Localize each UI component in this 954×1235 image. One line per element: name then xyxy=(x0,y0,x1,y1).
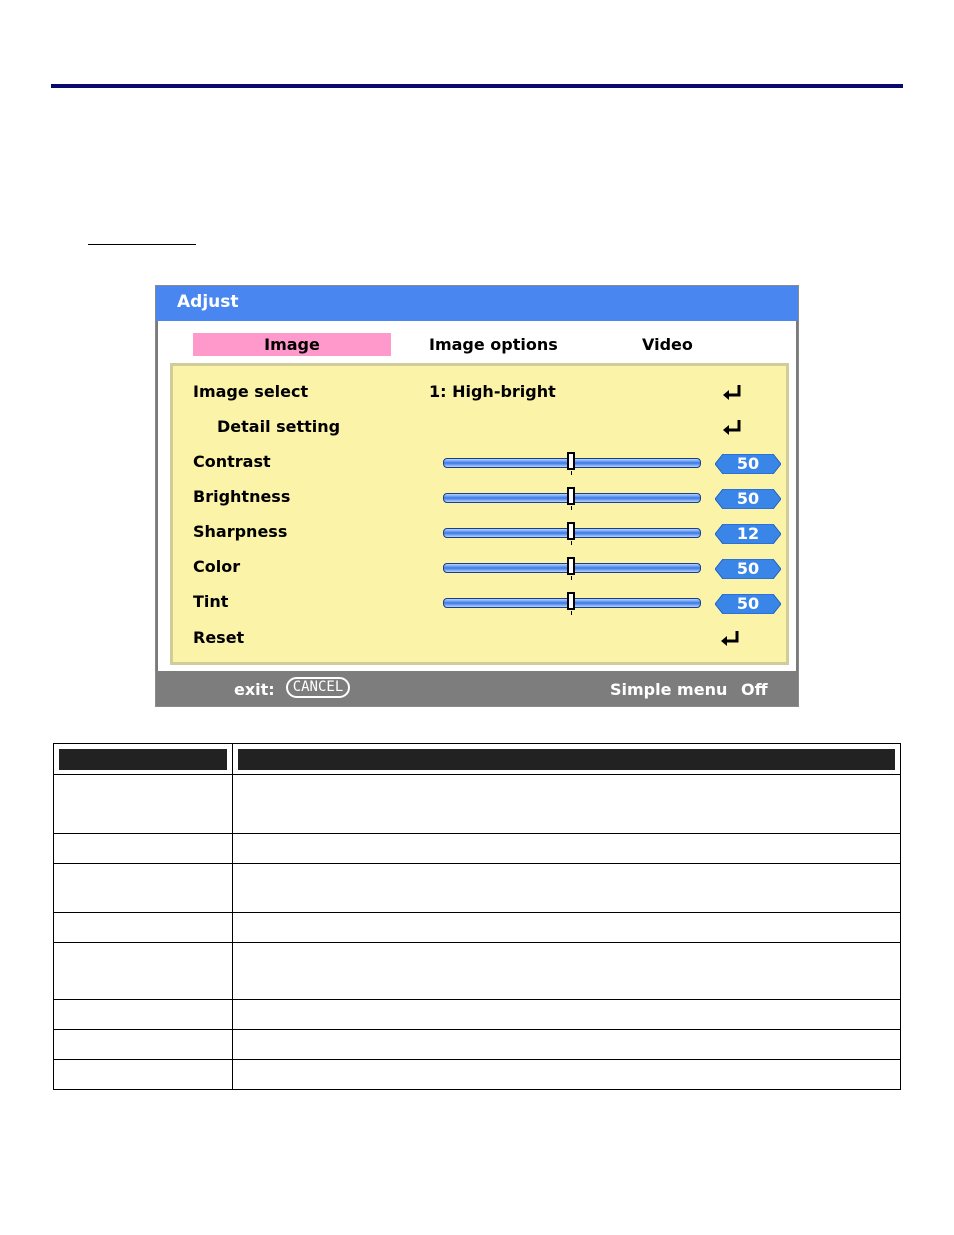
color-slider[interactable] xyxy=(443,561,701,573)
table-cell xyxy=(54,864,233,913)
tab-video[interactable]: Video xyxy=(642,335,693,354)
color-value: 50 xyxy=(736,559,760,578)
contrast-value-badge xyxy=(715,454,781,474)
table-cell xyxy=(54,1030,233,1060)
table-row xyxy=(54,1060,901,1090)
table-cell xyxy=(233,913,901,943)
table-cell xyxy=(233,775,901,834)
table-row xyxy=(54,834,901,864)
table-cell xyxy=(233,864,901,913)
tint-value-badge xyxy=(715,594,781,614)
menu-title: Adjust xyxy=(177,292,239,312)
sharpness-slider[interactable] xyxy=(443,526,701,538)
menu-frame xyxy=(156,321,798,671)
sharpness-value: 12 xyxy=(736,524,760,543)
row-label-contrast[interactable]: Contrast xyxy=(193,452,271,471)
simple-menu-value[interactable]: Off xyxy=(741,680,768,699)
menu-footer xyxy=(156,671,798,706)
table-cell xyxy=(54,1060,233,1090)
table-cell xyxy=(233,834,901,864)
table-cell xyxy=(233,1030,901,1060)
slider-tick xyxy=(571,576,572,580)
color-value-badge xyxy=(715,559,781,579)
row-label-tint[interactable]: Tint xyxy=(193,592,229,611)
adjust-menu xyxy=(155,285,799,707)
table-cell xyxy=(54,943,233,1000)
slider-thumb[interactable] xyxy=(567,522,575,540)
slider-thumb[interactable] xyxy=(567,557,575,575)
sharpness-value-badge xyxy=(715,524,781,544)
slider-tick xyxy=(571,541,572,545)
row-label-detail-setting[interactable]: Detail setting xyxy=(217,417,341,436)
tint-slider[interactable] xyxy=(443,596,701,608)
table-row xyxy=(54,943,901,1000)
adjust-panel xyxy=(170,363,789,665)
contrast-value: 50 xyxy=(736,454,760,473)
table-cell xyxy=(233,943,901,1000)
enter-arrow-icon[interactable] xyxy=(719,630,741,648)
header-bar xyxy=(238,749,895,770)
brightness-slider[interactable] xyxy=(443,491,701,503)
tint-value: 50 xyxy=(736,594,760,613)
top-rule xyxy=(51,84,903,88)
table-row xyxy=(54,864,901,913)
tab-image-options[interactable]: Image options xyxy=(429,335,558,354)
row-label-reset[interactable]: Reset xyxy=(193,628,245,647)
enter-arrow-icon[interactable] xyxy=(721,384,743,402)
simple-menu-label: Simple menu xyxy=(610,680,728,699)
table-row xyxy=(54,913,901,943)
table-cell xyxy=(233,1000,901,1030)
row-label-sharpness[interactable]: Sharpness xyxy=(193,522,288,541)
table-header-cell xyxy=(233,744,901,775)
table-cell xyxy=(54,1000,233,1030)
row-label-color[interactable]: Color xyxy=(193,557,241,576)
section-underline xyxy=(88,244,196,245)
table-header-cell xyxy=(54,744,233,775)
table-cell xyxy=(54,775,233,834)
slider-thumb[interactable] xyxy=(567,452,575,470)
table-cell xyxy=(233,1060,901,1090)
slider-tick xyxy=(571,506,572,510)
slider-tick xyxy=(571,471,572,475)
cancel-button[interactable]: CANCEL xyxy=(286,677,350,698)
table-row xyxy=(54,1000,901,1030)
menu-title-bar xyxy=(156,286,798,321)
row-label-image-select[interactable]: Image select xyxy=(193,382,309,401)
table-cell xyxy=(54,913,233,943)
slider-tick xyxy=(571,611,572,615)
table-cell xyxy=(54,834,233,864)
exit-label: exit: xyxy=(234,680,275,699)
slider-thumb[interactable] xyxy=(567,487,575,505)
slider-thumb[interactable] xyxy=(567,592,575,610)
header-bar xyxy=(59,749,227,770)
table-row xyxy=(54,1030,901,1060)
tab-image[interactable]: Image xyxy=(193,333,391,356)
table-header-row xyxy=(54,744,901,775)
brightness-value-badge xyxy=(715,489,781,509)
brightness-value: 50 xyxy=(736,489,760,508)
enter-arrow-icon[interactable] xyxy=(721,419,743,437)
row-label-brightness[interactable]: Brightness xyxy=(193,487,291,506)
table-row xyxy=(54,775,901,834)
contrast-slider[interactable] xyxy=(443,456,701,468)
image-select-value: 1: High-bright xyxy=(429,382,556,401)
settings-table xyxy=(53,743,901,1090)
